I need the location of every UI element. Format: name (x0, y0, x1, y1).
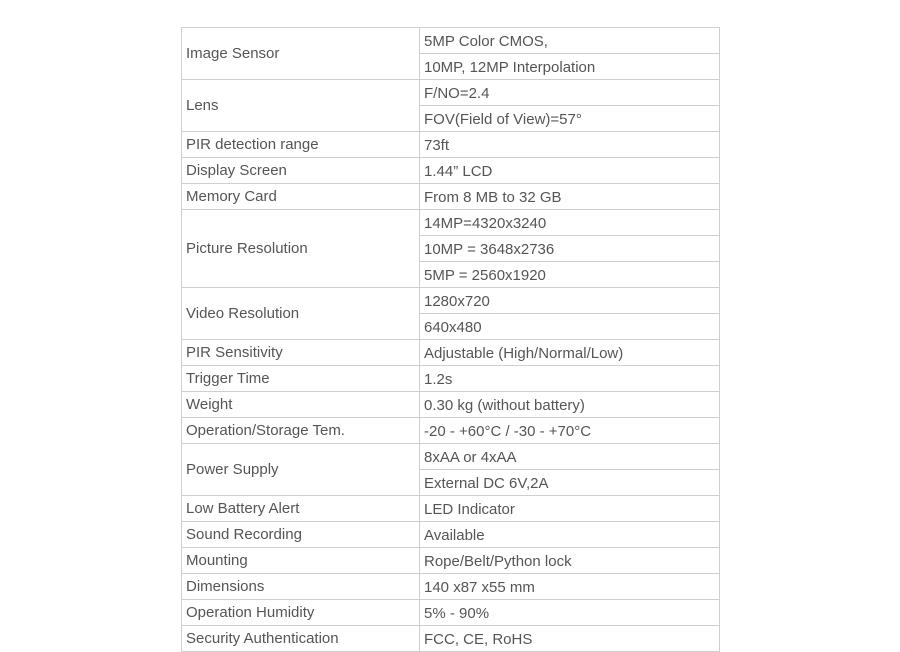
spec-row (182, 496, 720, 522)
spec-value: 10MP = 3648x2736 (420, 236, 720, 262)
spec-row (182, 28, 720, 54)
spec-row (182, 418, 720, 444)
spec-row (182, 340, 720, 366)
spec-value: LED Indicator (420, 496, 720, 522)
spec-value: Available (420, 522, 720, 548)
spec-label: Operation/Storage Tem. (182, 418, 420, 444)
spec-value: -20 - +60°C / -30 - +70°C (420, 418, 720, 444)
spec-value: 1280x720 (420, 288, 720, 314)
spec-label: Sound Recording (182, 522, 420, 548)
spec-label: Video Resolution (182, 288, 420, 340)
spec-label: PIR Sensitivity (182, 340, 420, 366)
spec-row (182, 366, 720, 392)
spec-row (182, 184, 720, 210)
spec-label: PIR detection range (182, 132, 420, 158)
spec-label: Mounting (182, 548, 420, 574)
spec-table-body (182, 28, 720, 652)
spec-value: 8xAA or 4xAA (420, 444, 720, 470)
spec-value: FCC, CE, RoHS (420, 626, 720, 652)
spec-value: 0.30 kg (without battery) (420, 392, 720, 418)
spec-row (182, 626, 720, 652)
spec-row (182, 132, 720, 158)
spec-label: Trigger Time (182, 366, 420, 392)
spec-value: From 8 MB to 32 GB (420, 184, 720, 210)
spec-label: Picture Resolution (182, 210, 420, 288)
spec-label: Lens (182, 80, 420, 132)
spec-value: 5% - 90% (420, 600, 720, 626)
spec-row (182, 80, 720, 106)
spec-value: 10MP, 12MP Interpolation (420, 54, 720, 80)
spec-row (182, 444, 720, 470)
spec-row (182, 288, 720, 314)
spec-label: Operation Humidity (182, 600, 420, 626)
spec-value: 640x480 (420, 314, 720, 340)
spec-label: Power Supply (182, 444, 420, 496)
spec-value: 1.44” LCD (420, 158, 720, 184)
spec-row (182, 210, 720, 236)
spec-value: 73ft (420, 132, 720, 158)
spec-value: 1.2s (420, 366, 720, 392)
spec-value: Adjustable (High/Normal/Low) (420, 340, 720, 366)
spec-row (182, 548, 720, 574)
spec-value: 5MP Color CMOS, (420, 28, 720, 54)
spec-value: FOV(Field of View)=57° (420, 106, 720, 132)
spec-label: Dimensions (182, 574, 420, 600)
spec-table (181, 27, 720, 652)
spec-value: 5MP = 2560x1920 (420, 262, 720, 288)
spec-label: Weight (182, 392, 420, 418)
spec-label: Memory Card (182, 184, 420, 210)
spec-value: F/NO=2.4 (420, 80, 720, 106)
spec-label: Image Sensor (182, 28, 420, 80)
spec-label: Low Battery Alert (182, 496, 420, 522)
spec-row (182, 158, 720, 184)
spec-label: Display Screen (182, 158, 420, 184)
spec-row (182, 574, 720, 600)
spec-value: External DC 6V,2A (420, 470, 720, 496)
spec-value: Rope/Belt/Python lock (420, 548, 720, 574)
spec-row (182, 522, 720, 548)
spec-label: Security Authentication (182, 626, 420, 652)
spec-value: 140 x87 x55 mm (420, 574, 720, 600)
spec-row (182, 600, 720, 626)
spec-value: 14MP=4320x3240 (420, 210, 720, 236)
spec-row (182, 392, 720, 418)
